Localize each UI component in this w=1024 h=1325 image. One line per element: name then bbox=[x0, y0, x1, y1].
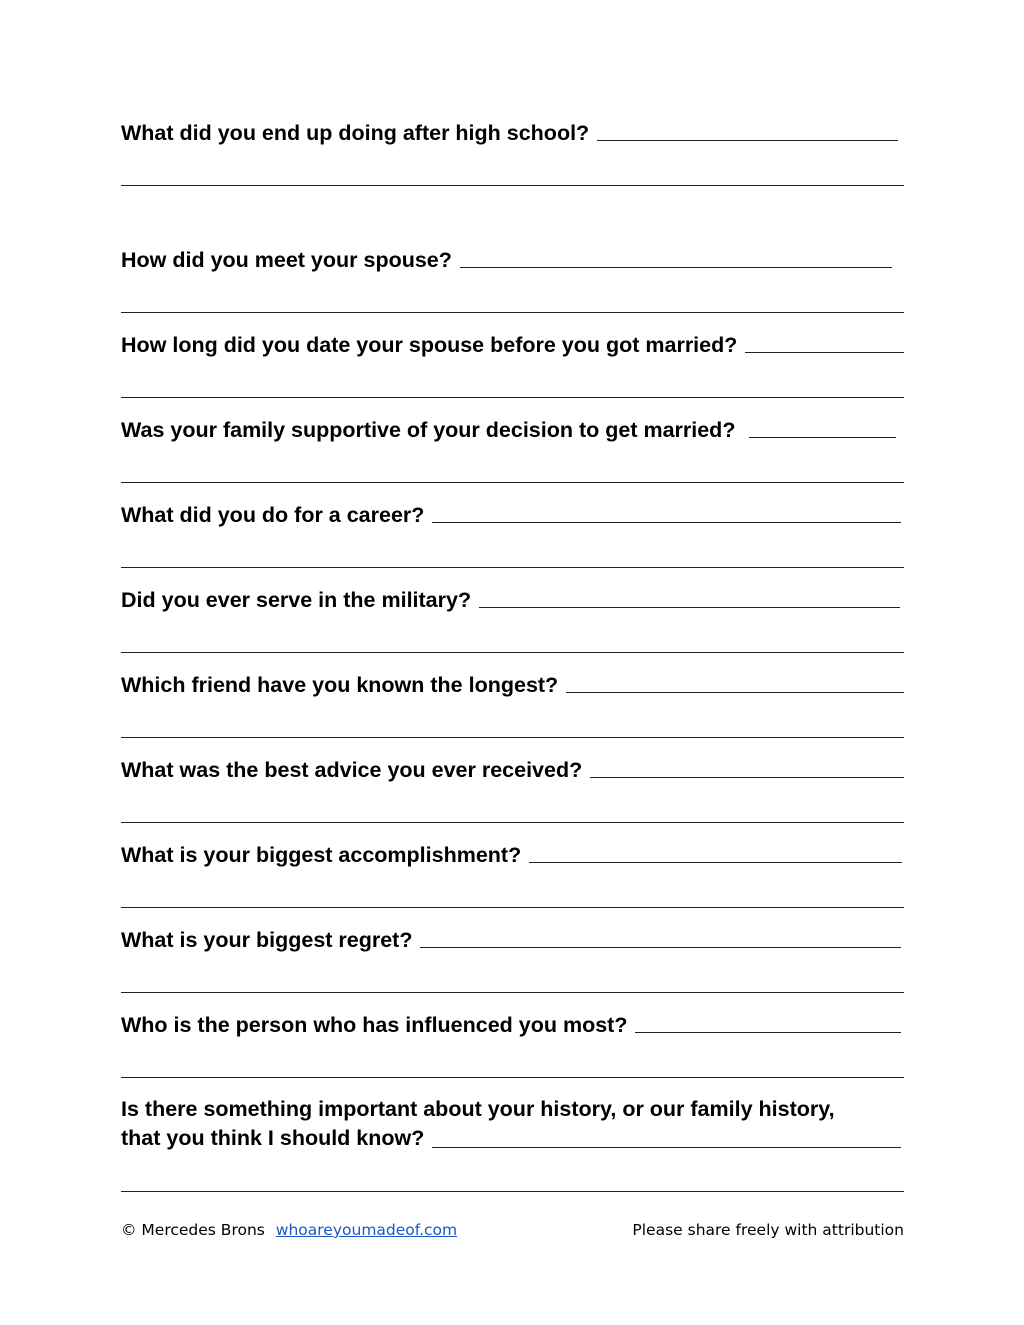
answer-blank[interactable] bbox=[749, 437, 896, 438]
answer-line[interactable] bbox=[121, 1077, 904, 1078]
answer-line[interactable] bbox=[121, 397, 904, 398]
question-row bbox=[121, 757, 904, 783]
question-text: Who is the person who has influenced you most? bbox=[121, 1013, 628, 1037]
answer-blank[interactable] bbox=[566, 692, 904, 693]
question-text: How did you meet your spouse? bbox=[121, 248, 452, 272]
question-row bbox=[121, 502, 901, 528]
question-row bbox=[121, 842, 902, 868]
website-link[interactable]: whoareyoumadeof.com bbox=[275, 1221, 458, 1239]
answer-blank[interactable] bbox=[432, 522, 901, 523]
question-row bbox=[121, 332, 904, 358]
question-row-multiline bbox=[121, 1095, 904, 1153]
question-text: What is your biggest regret? bbox=[121, 928, 413, 952]
answer-blank[interactable] bbox=[432, 1147, 901, 1148]
answer-line[interactable] bbox=[121, 907, 904, 908]
answer-line[interactable] bbox=[121, 822, 904, 823]
footer-copyright bbox=[121, 1221, 457, 1239]
answer-line[interactable] bbox=[121, 737, 904, 738]
answer-blank[interactable] bbox=[745, 352, 904, 353]
question-text: What is your biggest accomplishment? bbox=[121, 843, 522, 867]
answer-line[interactable] bbox=[121, 652, 904, 653]
question-row bbox=[121, 247, 892, 273]
answer-line[interactable] bbox=[121, 185, 904, 186]
answer-line[interactable] bbox=[121, 312, 904, 313]
question-text: Was your family supportive of your decision to get married? bbox=[121, 418, 736, 442]
answer-blank[interactable] bbox=[529, 862, 902, 863]
answer-blank[interactable] bbox=[635, 1032, 901, 1033]
answer-blank[interactable] bbox=[590, 777, 904, 778]
question-row bbox=[121, 120, 898, 146]
answer-line[interactable] bbox=[121, 1191, 904, 1192]
answer-line[interactable] bbox=[121, 567, 904, 568]
question-text: What was the best advice you ever received? bbox=[121, 758, 583, 782]
question-text-line2: that you think I should know? bbox=[121, 1126, 425, 1150]
question-text: How long did you date your spouse before you got married? bbox=[121, 333, 738, 357]
copyright-text: © Mercedes Brons bbox=[121, 1221, 265, 1239]
question-text: What did you end up doing after high school? bbox=[121, 121, 590, 145]
question-text-line1: Is there something important about your history, or our family history, bbox=[121, 1097, 835, 1121]
answer-line[interactable] bbox=[121, 992, 904, 993]
question-text: Which friend have you known the longest? bbox=[121, 673, 559, 697]
answer-blank[interactable] bbox=[420, 947, 901, 948]
question-text: Did you ever serve in the military? bbox=[121, 588, 472, 612]
footer-share-note: Please share freely with attribution bbox=[632, 1221, 904, 1239]
question-row bbox=[121, 672, 904, 698]
question-row bbox=[121, 927, 901, 953]
answer-blank[interactable] bbox=[460, 267, 892, 268]
answer-blank[interactable] bbox=[597, 140, 898, 141]
question-row bbox=[121, 417, 896, 443]
question-line2 bbox=[121, 1124, 901, 1153]
question-text: What did you do for a career? bbox=[121, 503, 425, 527]
answer-line[interactable] bbox=[121, 482, 904, 483]
answer-blank[interactable] bbox=[479, 607, 900, 608]
question-row bbox=[121, 587, 900, 613]
question-row bbox=[121, 1012, 901, 1038]
